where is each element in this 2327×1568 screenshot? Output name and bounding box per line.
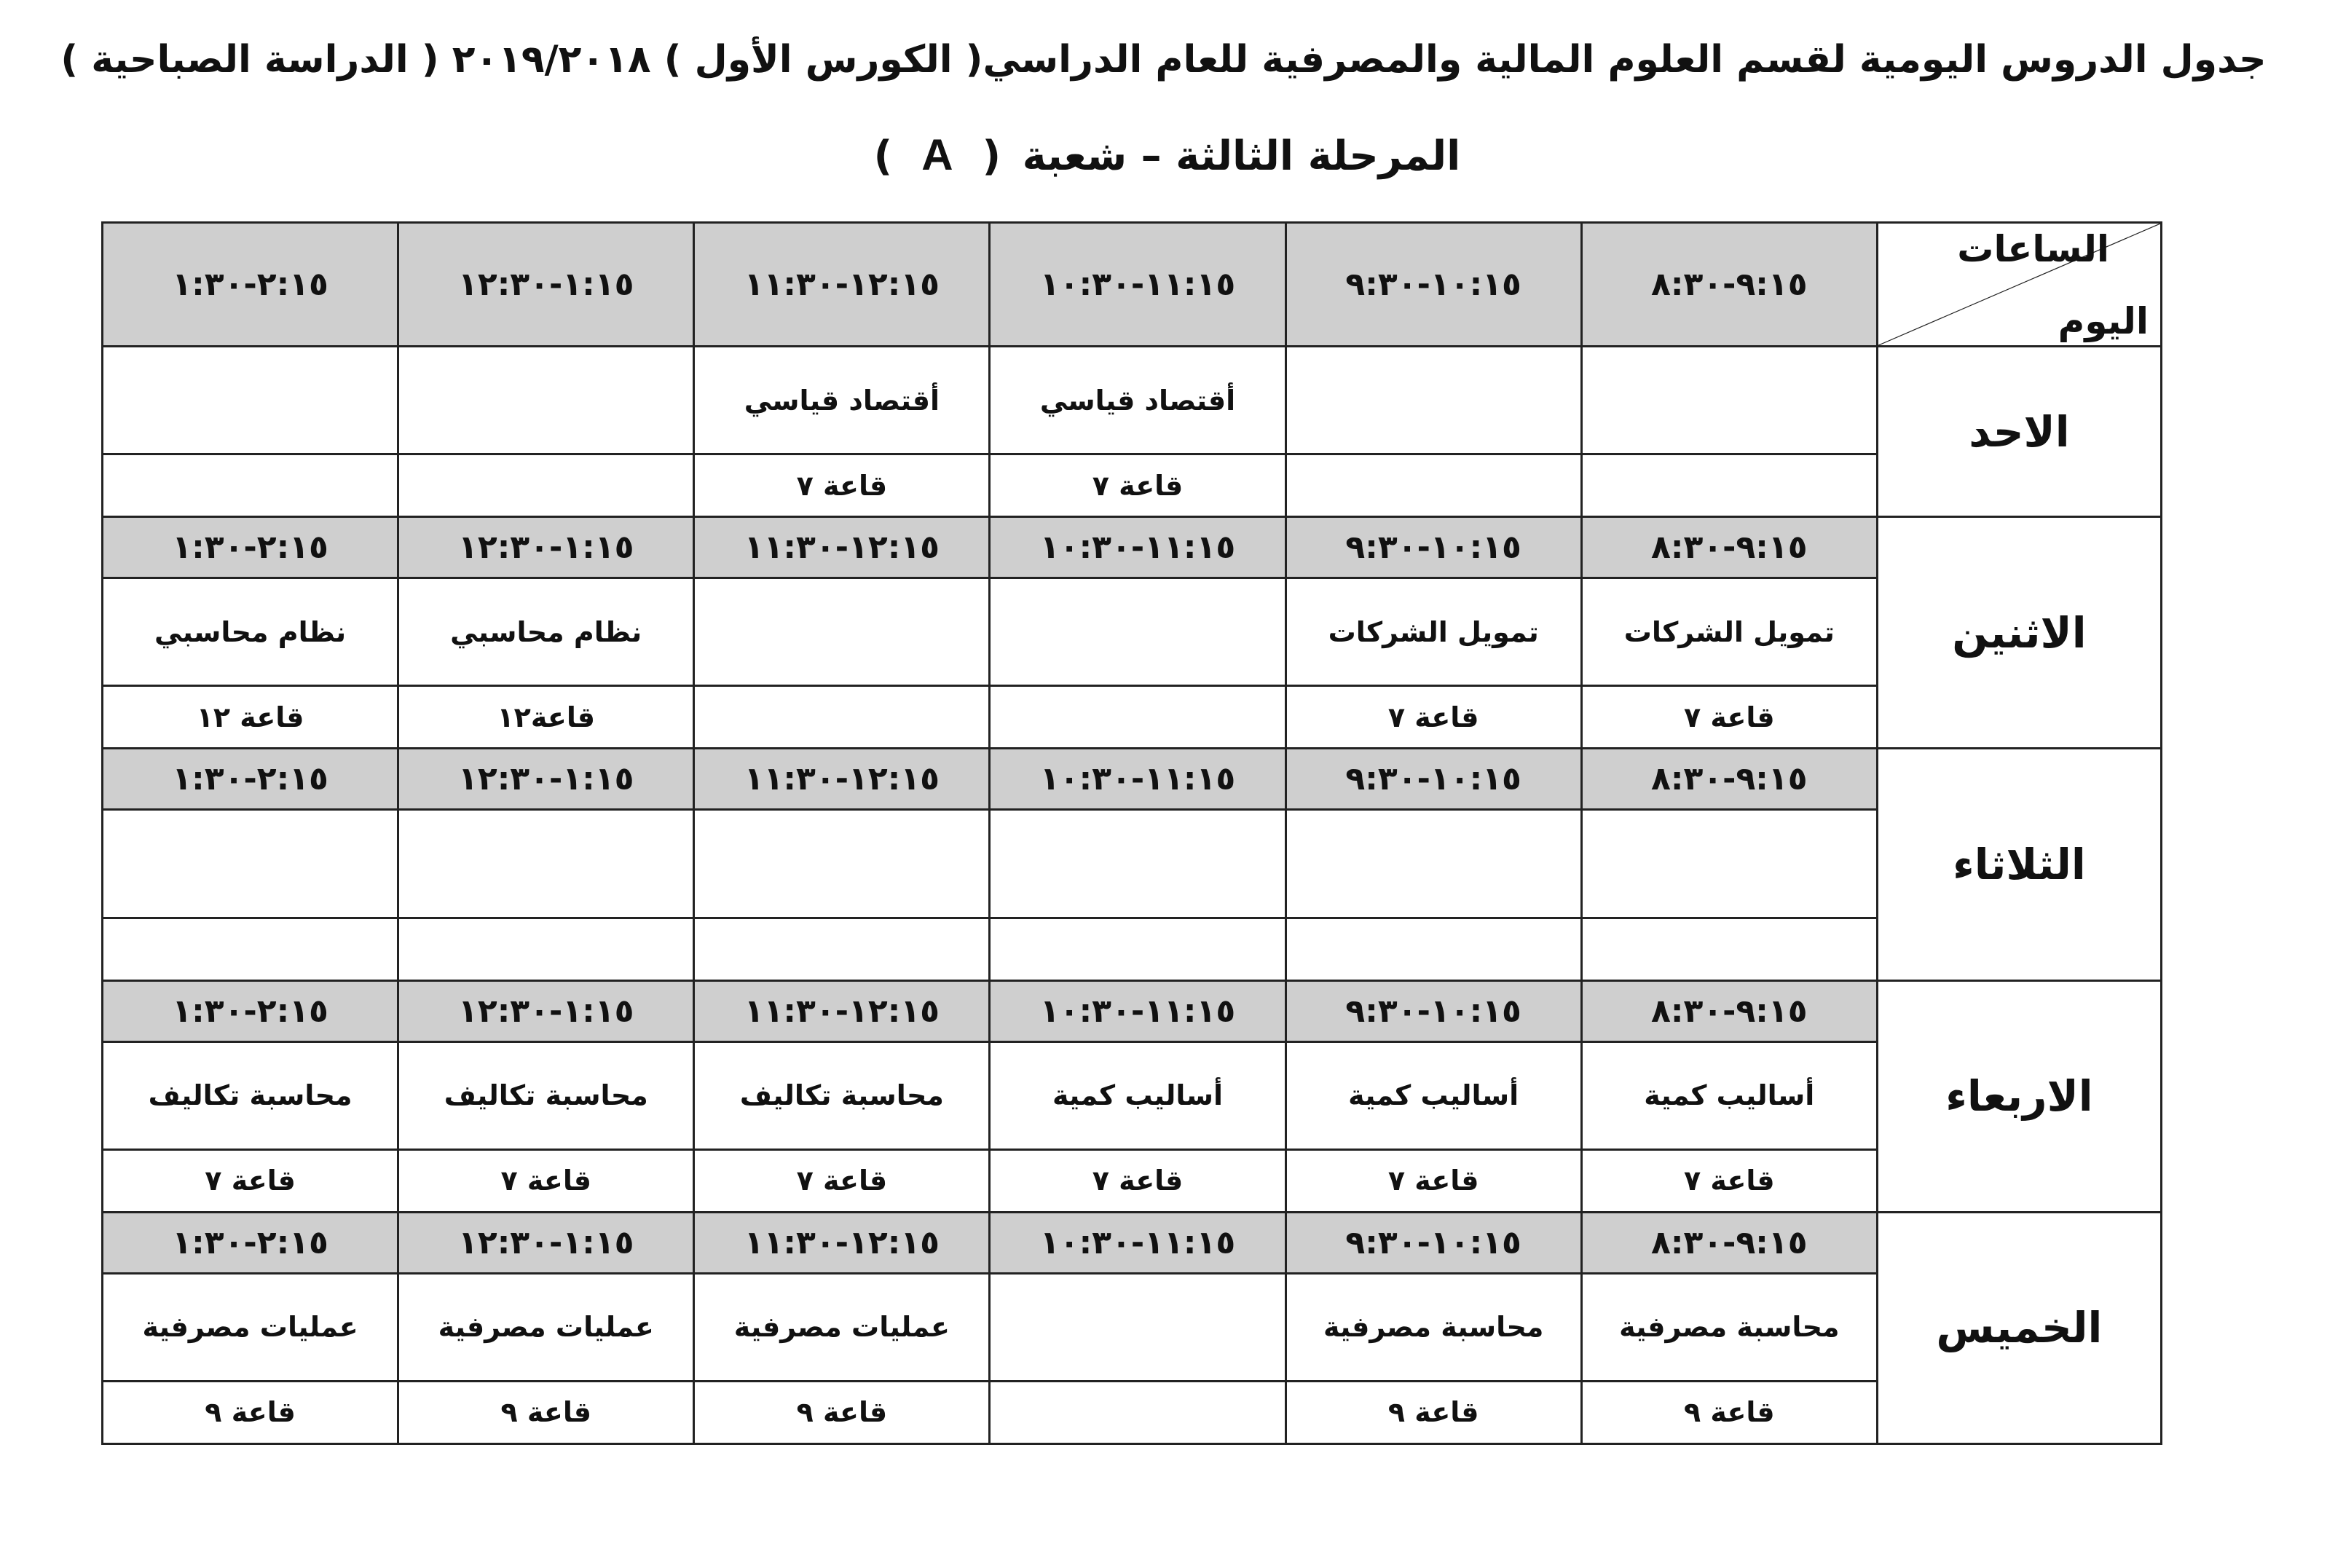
corner-cell <box>1877 223 2161 347</box>
subject-cell: محاسبة تكاليف <box>398 1041 694 1149</box>
subject-cell: أساليب كمية <box>1581 1041 1877 1149</box>
time-slot-cell: ١:١٥-١٢:٣٠ <box>398 749 694 810</box>
hall-cell: قاعة ١٢ <box>103 686 398 749</box>
header-time-slot: ٢:١٥-١:٣٠ <box>103 223 398 347</box>
document-subtitle <box>0 130 2327 180</box>
subject-cell: أساليب كمية <box>990 1041 1285 1149</box>
time-slot-cell: ١٠:١٥-٩:٣٠ <box>1285 749 1581 810</box>
subject-cell: محاسبة مصرفية <box>1581 1273 1877 1381</box>
hall-row <box>103 918 2162 980</box>
time-slot-cell: ١١:١٥-١٠:٣٠ <box>990 517 1285 578</box>
header-row <box>103 223 2162 347</box>
corner-day-label: اليوم <box>2058 300 2149 343</box>
section-paren-close: ) <box>873 133 893 180</box>
hall-cell: قاعة ٧ <box>1581 686 1877 749</box>
subject-cell: عمليات مصرفية <box>398 1273 694 1381</box>
header-time-slot: ١٠:١٥-٩:٣٠ <box>1285 223 1581 347</box>
hall-cell <box>1285 918 1581 980</box>
hall-cell: قاعة ٧ <box>1581 1149 1877 1212</box>
time-slot-cell: ١٢:١٥-١١:٣٠ <box>694 517 990 578</box>
subject-cell <box>103 347 398 454</box>
hall-cell: قاعة ٧ <box>1285 686 1581 749</box>
time-slot-cell: ٢:١٥-١:٣٠ <box>103 980 398 1041</box>
subject-cell <box>990 578 1285 686</box>
subject-row <box>103 347 2162 454</box>
hall-cell: قاعة ٧ <box>103 1149 398 1212</box>
hall-cell <box>990 686 1285 749</box>
subject-cell <box>694 810 990 918</box>
header-time-slot: ١١:١٥-١٠:٣٠ <box>990 223 1285 347</box>
time-slot-cell: ١٢:١٥-١١:٣٠ <box>694 749 990 810</box>
subject-cell <box>1285 347 1581 454</box>
hall-cell: قاعة ٧ <box>990 454 1285 517</box>
subject-cell <box>1581 810 1877 918</box>
subject-cell <box>398 810 694 918</box>
hall-cell <box>398 918 694 980</box>
time-slot-cell: ١٢:١٥-١١:٣٠ <box>694 1212 990 1273</box>
time-row <box>103 749 2162 810</box>
hall-cell: قاعة١٢ <box>398 686 694 749</box>
time-slot-cell: ١١:١٥-١٠:٣٠ <box>990 1212 1285 1273</box>
day-cell: الاثنين <box>1877 517 2161 749</box>
section-paren-open: ( <box>982 133 1001 180</box>
hall-cell: قاعة ٧ <box>990 1149 1285 1212</box>
hall-cell: قاعة ٧ <box>694 454 990 517</box>
hall-cell <box>103 918 398 980</box>
hall-cell <box>694 918 990 980</box>
subject-cell <box>990 1273 1285 1381</box>
subject-cell: نظام محاسبي <box>398 578 694 686</box>
hall-cell: قاعة ٩ <box>103 1381 398 1443</box>
hall-row <box>103 686 2162 749</box>
time-row <box>103 517 2162 578</box>
time-slot-cell: ١١:١٥-١٠:٣٠ <box>990 980 1285 1041</box>
subject-cell <box>694 578 990 686</box>
hall-cell: قاعة ٩ <box>694 1381 990 1443</box>
subject-cell: عمليات مصرفية <box>103 1273 398 1381</box>
time-slot-cell: ١:١٥-١٢:٣٠ <box>398 517 694 578</box>
hall-cell <box>990 918 1285 980</box>
subject-cell: أقتصاد قياسي <box>694 347 990 454</box>
stage-label: المرحلة الثالثة – شعبة <box>1022 133 1461 180</box>
hall-cell: قاعة ٩ <box>398 1381 694 1443</box>
subject-cell <box>103 810 398 918</box>
time-slot-cell: ٩:١٥-٨:٣٠ <box>1581 749 1877 810</box>
hall-cell <box>1581 454 1877 517</box>
time-row <box>103 980 2162 1041</box>
hall-cell <box>1285 454 1581 517</box>
subject-cell: تمويل الشركات <box>1285 578 1581 686</box>
day-cell: الاحد <box>1877 347 2161 517</box>
subject-cell: تمويل الشركات <box>1581 578 1877 686</box>
time-slot-cell: ٢:١٥-١:٣٠ <box>103 1212 398 1273</box>
time-slot-cell: ٢:١٥-١:٣٠ <box>103 517 398 578</box>
subject-row <box>103 578 2162 686</box>
hall-cell: قاعة ٧ <box>398 1149 694 1212</box>
subject-cell: محاسبة مصرفية <box>1285 1273 1581 1381</box>
subject-cell: نظام محاسبي <box>103 578 398 686</box>
subject-cell: أقتصاد قياسي <box>990 347 1285 454</box>
day-cell: الخميس <box>1877 1212 2161 1443</box>
subject-row <box>103 1041 2162 1149</box>
subject-row <box>103 810 2162 918</box>
header-time-slot: ١:١٥-١٢:٣٠ <box>398 223 694 347</box>
hall-cell <box>694 686 990 749</box>
hall-cell: قاعة ٧ <box>694 1149 990 1212</box>
subject-cell: محاسبة تكاليف <box>694 1041 990 1149</box>
subject-cell <box>990 810 1285 918</box>
subject-cell: محاسبة تكاليف <box>103 1041 398 1149</box>
time-slot-cell: ٩:١٥-٨:٣٠ <box>1581 980 1877 1041</box>
corner-hours-label: الساعات <box>1957 228 2109 270</box>
time-slot-cell: ٢:١٥-١:٣٠ <box>103 749 398 810</box>
time-slot-cell: ١٢:١٥-١١:٣٠ <box>694 980 990 1041</box>
subject-cell: أساليب كمية <box>1285 1041 1581 1149</box>
hall-cell: قاعة ٧ <box>1285 1149 1581 1212</box>
subject-cell <box>398 347 694 454</box>
time-slot-cell: ٩:١٥-٨:٣٠ <box>1581 1212 1877 1273</box>
time-slot-cell: ١٠:١٥-٩:٣٠ <box>1285 1212 1581 1273</box>
subject-cell: عمليات مصرفية <box>694 1273 990 1381</box>
header-time-slot: ١٢:١٥-١١:٣٠ <box>694 223 990 347</box>
time-slot-cell: ١:١٥-١٢:٣٠ <box>398 980 694 1041</box>
hall-row <box>103 1149 2162 1212</box>
time-slot-cell: ١٠:١٥-٩:٣٠ <box>1285 517 1581 578</box>
time-slot-cell: ١٠:١٥-٩:٣٠ <box>1285 980 1581 1041</box>
document-title: جدول الدروس اليومية لقسم العلوم المالية والمصرفية للعام الدراسي( الكورس الأول ) ٢٠١٩/٢٠١٨ ( الدراسة الصباحية ) <box>60 38 2267 82</box>
subject-cell <box>1581 347 1877 454</box>
section-letter: A <box>921 130 953 179</box>
schedule-table <box>101 221 2162 1445</box>
header-time-slot: ٩:١٥-٨:٣٠ <box>1581 223 1877 347</box>
time-row <box>103 1212 2162 1273</box>
hall-cell: قاعة ٩ <box>1581 1381 1877 1443</box>
hall-row <box>103 1381 2162 1443</box>
subject-cell <box>1285 810 1581 918</box>
time-slot-cell: ١:١٥-١٢:٣٠ <box>398 1212 694 1273</box>
subject-row <box>103 1273 2162 1381</box>
time-slot-cell: ١١:١٥-١٠:٣٠ <box>990 749 1285 810</box>
hall-row <box>103 454 2162 517</box>
day-cell: الاربعاء <box>1877 980 2161 1212</box>
hall-cell <box>398 454 694 517</box>
hall-cell <box>990 1381 1285 1443</box>
hall-cell <box>1581 918 1877 980</box>
time-slot-cell: ٩:١٥-٨:٣٠ <box>1581 517 1877 578</box>
day-cell: الثلاثاء <box>1877 749 2161 980</box>
hall-cell: قاعة ٩ <box>1285 1381 1581 1443</box>
hall-cell <box>103 454 398 517</box>
